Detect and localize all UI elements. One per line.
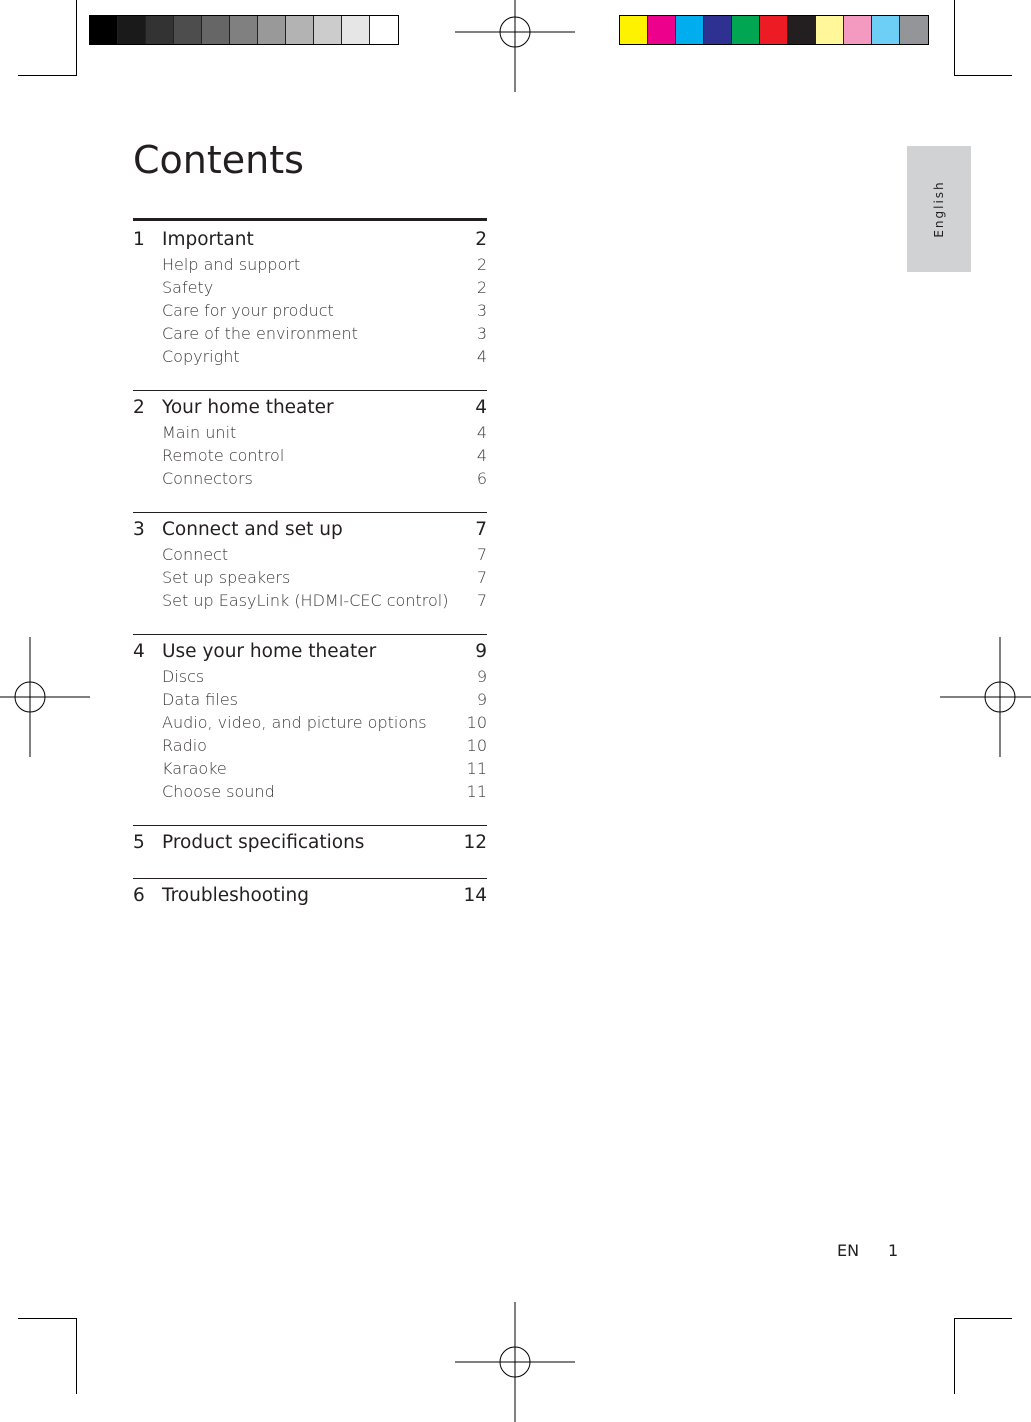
language-tab	[907, 146, 971, 272]
section-divider	[133, 878, 487, 879]
toc-subsection-entry[interactable]	[133, 253, 487, 276]
color-swatch	[872, 16, 900, 44]
toc-chapter-entry[interactable]	[133, 517, 487, 543]
toc-subsection-entry[interactable]	[133, 444, 487, 467]
toc-subsection-entry[interactable]	[133, 665, 487, 688]
subsection-title: Data files	[162, 690, 238, 709]
subsection-page-number: 7	[476, 545, 487, 564]
gray-swatch	[118, 16, 146, 44]
color-swatch	[676, 16, 704, 44]
toc-subsection-entry[interactable]	[133, 345, 487, 368]
subsection-page-number: 3	[476, 324, 487, 343]
table-of-contents	[133, 218, 487, 909]
gray-swatch	[370, 16, 398, 44]
chapter-title: Your home theater	[162, 397, 334, 418]
gray-swatch	[258, 16, 286, 44]
chapter-title: Use your home theater	[162, 641, 377, 662]
subsection-title: Remote control	[162, 446, 285, 465]
chapter-number: 3	[133, 519, 145, 540]
subsection-title: Care of the environment	[162, 324, 358, 343]
subsection-page-number: 10	[466, 713, 487, 732]
subsection-page-number: 9	[476, 690, 487, 709]
toc-chapter-entry[interactable]	[133, 883, 487, 909]
footer-page-number: 1	[888, 1241, 899, 1260]
chapter-number: 5	[133, 832, 145, 853]
color-swatch	[788, 16, 816, 44]
subsection-title: Copyright	[162, 347, 240, 366]
color-swatch	[844, 16, 872, 44]
subsection-page-number: 9	[476, 667, 487, 686]
gray-swatch	[202, 16, 230, 44]
footer-language: EN	[837, 1241, 860, 1260]
gray-swatch	[286, 16, 314, 44]
subsection-title: Connect	[162, 545, 229, 564]
chapter-number: 1	[133, 229, 145, 250]
chapter-number: 6	[133, 885, 145, 906]
toc-subsection-entry[interactable]	[133, 566, 487, 589]
gray-swatch	[314, 16, 342, 44]
color-swatch	[760, 16, 788, 44]
subsection-title: Choose sound	[162, 782, 275, 801]
chapter-page-number: 12	[463, 832, 487, 853]
gray-swatch	[146, 16, 174, 44]
subsection-title: Set up speakers	[162, 568, 291, 587]
toc-section	[133, 634, 487, 803]
toc-subsection-entry[interactable]	[133, 467, 487, 490]
registration-mark-bottom	[455, 1302, 575, 1422]
grayscale-color-bar	[89, 15, 399, 45]
toc-subsection-entry[interactable]	[133, 757, 487, 780]
color-swatch	[732, 16, 760, 44]
toc-section	[133, 218, 487, 368]
color-swatch	[816, 16, 844, 44]
toc-subsection-entry[interactable]	[133, 421, 487, 444]
registration-mark-right	[940, 637, 1031, 757]
subsection-title: Safety	[162, 278, 214, 297]
gray-swatch	[230, 16, 258, 44]
subsection-title: Set up EasyLink (HDMI-CEC control)	[162, 591, 449, 610]
toc-subsection-entry[interactable]	[133, 589, 487, 612]
toc-section	[133, 878, 487, 909]
section-divider	[133, 634, 487, 635]
toc-chapter-entry[interactable]	[133, 227, 487, 253]
chapter-title: Important	[162, 229, 254, 250]
gray-swatch	[174, 16, 202, 44]
toc-section	[133, 390, 487, 490]
subsection-title: Help and support	[162, 255, 301, 274]
toc-subsection-entry[interactable]	[133, 711, 487, 734]
subsection-page-number: 4	[476, 446, 487, 465]
toc-chapter-entry[interactable]	[133, 395, 487, 421]
gray-swatch	[342, 16, 370, 44]
subsection-page-number: 4	[476, 423, 487, 442]
subsection-title: Care for your product	[162, 301, 334, 320]
chapter-number: 2	[133, 397, 145, 418]
registration-mark-top	[455, 0, 575, 92]
toc-section	[133, 512, 487, 612]
subsection-page-number: 2	[476, 255, 487, 274]
toc-chapter-entry[interactable]	[133, 830, 487, 856]
page-title: Contents	[133, 138, 304, 182]
language-tab-label: English	[932, 180, 946, 238]
chapter-page-number: 4	[475, 397, 487, 418]
subsection-title: Discs	[162, 667, 205, 686]
toc-subsection-entry[interactable]	[133, 322, 487, 345]
subsection-page-number: 4	[476, 347, 487, 366]
subsection-title: Radio	[162, 736, 207, 755]
subsection-page-number: 11	[466, 782, 487, 801]
toc-subsection-entry[interactable]	[133, 299, 487, 322]
chapter-page-number: 14	[463, 885, 487, 906]
gray-swatch	[90, 16, 118, 44]
color-swatch	[900, 16, 928, 44]
chapter-title: Troubleshooting	[162, 885, 309, 906]
subsection-page-number: 7	[476, 591, 487, 610]
section-divider	[133, 390, 487, 391]
subsection-title: Main unit	[162, 423, 237, 442]
toc-subsection-entry[interactable]	[133, 734, 487, 757]
chapter-number: 4	[133, 641, 145, 662]
section-divider	[133, 218, 487, 221]
color-swatch	[704, 16, 732, 44]
color-swatch	[648, 16, 676, 44]
chapter-title: Product specifications	[162, 832, 365, 853]
toc-subsection-entry[interactable]	[133, 780, 487, 803]
subsection-page-number: 3	[476, 301, 487, 320]
subsection-page-number: 6	[476, 469, 487, 488]
toc-chapter-entry[interactable]	[133, 639, 487, 665]
toc-subsection-entry[interactable]	[133, 543, 487, 566]
subsection-title: Audio, video, and picture options	[162, 713, 427, 732]
chapter-page-number: 2	[475, 229, 487, 250]
subsection-page-number: 7	[476, 568, 487, 587]
subsection-page-number: 11	[466, 759, 487, 778]
subsection-title: Connectors	[162, 469, 253, 488]
color-swatch	[620, 16, 648, 44]
toc-section	[133, 825, 487, 856]
chapter-page-number: 7	[475, 519, 487, 540]
process-color-bar	[619, 15, 929, 45]
subsection-page-number: 10	[466, 736, 487, 755]
toc-subsection-entry[interactable]	[133, 688, 487, 711]
section-divider	[133, 512, 487, 513]
subsection-title: Karaoke	[162, 759, 227, 778]
subsection-page-number: 2	[476, 278, 487, 297]
chapter-page-number: 9	[475, 641, 487, 662]
registration-mark-left	[0, 637, 90, 757]
toc-subsection-entry[interactable]	[133, 276, 487, 299]
section-divider	[133, 825, 487, 826]
chapter-title: Connect and set up	[162, 519, 343, 540]
